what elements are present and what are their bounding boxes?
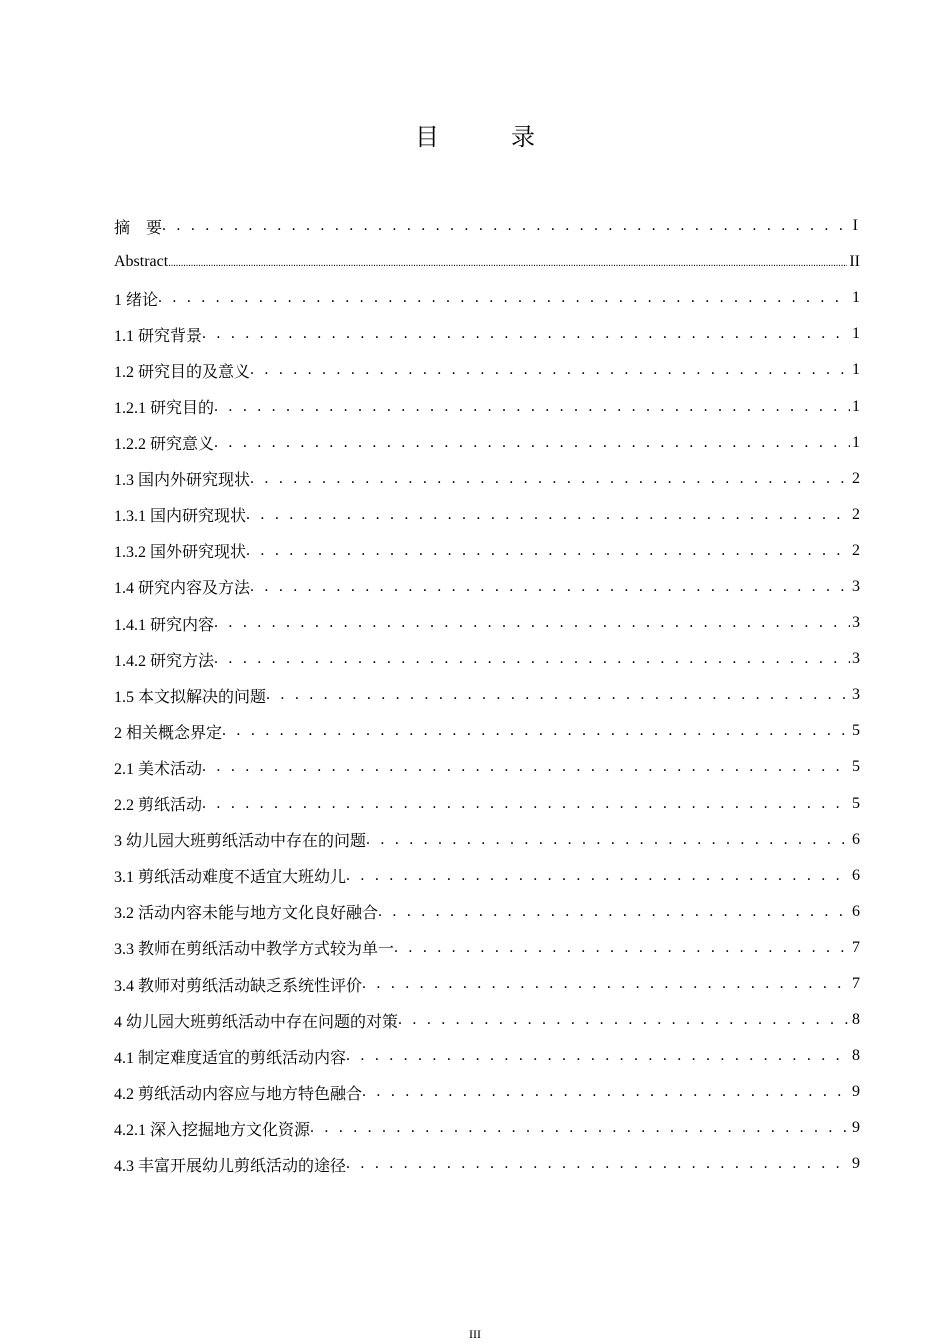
toc-entry-label: 4.2.1 深入挖掘地方文化资源: [114, 1121, 311, 1139]
toc-entry[interactable]: [114, 1074, 860, 1110]
toc-entry-page: 1: [852, 361, 860, 379]
toc-entry-label: 4.2 剪纸活动内容应与地方特色融合: [114, 1085, 363, 1103]
toc-entry-label: 1.3.2 国外研究现状: [114, 544, 247, 562]
toc-entry-label: 1.2.1 研究目的: [114, 400, 215, 418]
toc-entry-label: 3.1 剪纸活动难度不适宜大班幼儿: [114, 869, 347, 887]
toc-entry-page: 1: [852, 397, 860, 415]
toc-dot-leader: [222, 722, 850, 740]
toc-dot-leader: [250, 470, 850, 488]
toc-entry[interactable]: [114, 749, 860, 785]
toc-entry-label: 摘 要: [114, 219, 163, 237]
toc-entry-label: 3.4 教师对剪纸活动缺乏系统性评价: [114, 977, 363, 995]
toc-entry-label: 1 绪论: [114, 291, 159, 309]
toc-entry-label: 1.3 国内外研究现状: [114, 472, 251, 490]
toc-dot-leader: [202, 325, 850, 343]
toc-entry[interactable]: [114, 280, 860, 316]
toc-entry-label: 2 相关概念界定: [114, 724, 223, 742]
toc-dot-leader: [246, 542, 850, 560]
toc-entry-page: 6: [852, 902, 860, 920]
toc-entry-label: 1.4 研究内容及方法: [114, 580, 251, 598]
toc-dot-leader: [250, 578, 850, 596]
toc-entry-page: 3: [852, 650, 860, 668]
toc-dot-leader: [168, 253, 847, 271]
page-title: 目 录: [415, 125, 559, 151]
toc-entry-page: 9: [852, 1083, 860, 1101]
toc-entry[interactable]: [114, 713, 860, 749]
toc-entry-page: 6: [852, 866, 860, 884]
toc-list: [114, 208, 860, 1183]
toc-entry[interactable]: [114, 352, 860, 388]
toc-dot-leader: [346, 867, 850, 885]
toc-entry-page: 8: [852, 1011, 860, 1029]
toc-entry-page: II: [849, 253, 860, 271]
toc-dot-leader: [266, 686, 850, 704]
toc-dot-leader: [250, 361, 850, 379]
toc-entry-label: 1.2.2 研究意义: [114, 436, 215, 454]
toc-entry-label: 3.2 活动内容未能与地方文化良好融合: [114, 905, 379, 923]
toc-entry-label: 4 幼儿园大班剪纸活动中存在问题的对策: [114, 1013, 399, 1031]
toc-entry-label: 1.1 研究背景: [114, 327, 203, 345]
toc-entry-label: 1.4.2 研究方法: [114, 652, 215, 670]
toc-entry-page: 8: [852, 1047, 860, 1065]
toc-entry[interactable]: [114, 425, 860, 461]
toc-entry-page: 6: [852, 830, 860, 848]
toc-dot-leader: [398, 1011, 850, 1029]
page-number: III: [469, 1327, 481, 1341]
toc-entry-label: 3.3 教师在剪纸活动中教学方式较为单一: [114, 941, 395, 959]
toc-dot-leader: [162, 217, 851, 235]
toc-dot-leader: [346, 1047, 850, 1065]
toc-entry[interactable]: [114, 1146, 860, 1182]
toc-entry[interactable]: [114, 641, 860, 677]
toc-entry[interactable]: [114, 569, 860, 605]
toc-entry[interactable]: [114, 822, 860, 858]
toc-dot-leader: [214, 434, 850, 452]
toc-entry-label: 3 幼儿园大班剪纸活动中存在的问题: [114, 833, 367, 851]
toc-entry-page: 1: [852, 433, 860, 451]
toc-entry-page: 9: [852, 1155, 860, 1173]
toc-entry-label: 2.2 剪纸活动: [114, 797, 203, 815]
toc-entry[interactable]: [114, 786, 860, 822]
toc-entry[interactable]: [114, 461, 860, 497]
toc-dot-leader: [310, 1119, 850, 1137]
toc-entry-label: Abstract: [114, 253, 169, 271]
toc-dot-leader: [202, 795, 850, 813]
toc-entry-page: 2: [852, 505, 860, 523]
toc-entry[interactable]: [114, 966, 860, 1002]
toc-entry-label: 1.5 本文拟解决的问题: [114, 688, 267, 706]
toc-entry-label: 4.1 制定难度适宜的剪纸活动内容: [114, 1049, 347, 1067]
toc-dot-leader: [362, 975, 850, 993]
toc-dot-leader: [214, 398, 850, 416]
toc-entry[interactable]: [114, 1038, 860, 1074]
toc-entry[interactable]: [114, 388, 860, 424]
toc-entry-label: 1.2 研究目的及意义: [114, 363, 251, 381]
toc-entry[interactable]: [114, 497, 860, 533]
toc-entry[interactable]: [114, 533, 860, 569]
toc-entry[interactable]: [114, 894, 860, 930]
toc-entry-label: 2.1 美术活动: [114, 760, 203, 778]
toc-entry-page: 3: [852, 614, 860, 632]
toc-entry[interactable]: [114, 605, 860, 641]
toc-entry-page: 9: [852, 1119, 860, 1137]
toc-entry[interactable]: [114, 316, 860, 352]
toc-entry-label: 1.4.1 研究内容: [114, 616, 215, 634]
toc-dot-leader: [378, 903, 850, 921]
toc-dot-leader: [346, 1155, 850, 1173]
toc-dot-leader: [202, 758, 850, 776]
toc-dot-leader: [158, 289, 850, 307]
toc-entry-page: 2: [852, 469, 860, 487]
toc-entry-page: 7: [852, 975, 860, 993]
toc-dot-leader: [214, 614, 850, 632]
toc-entry-page: 5: [852, 794, 860, 812]
toc-dot-leader: [214, 650, 850, 668]
toc-entry-page: 5: [852, 722, 860, 740]
toc-entry-page: 5: [852, 758, 860, 776]
toc-entry[interactable]: [114, 1002, 860, 1038]
toc-dot-leader: [394, 939, 850, 957]
toc-entry[interactable]: [114, 930, 860, 966]
toc-entry-page: 3: [852, 686, 860, 704]
toc-entry[interactable]: [114, 1110, 860, 1146]
toc-entry-page: 2: [852, 541, 860, 559]
toc-entry-page: 7: [852, 938, 860, 956]
toc-dot-leader: [362, 1083, 850, 1101]
toc-entry-abstract-en[interactable]: [114, 244, 860, 280]
toc-entry-page: 1: [852, 325, 860, 343]
toc-dot-leader: [246, 506, 850, 524]
toc-entry-abstract-cn[interactable]: [114, 208, 860, 244]
toc-entry-label: 4.3 丰富开展幼儿剪纸活动的途径: [114, 1157, 347, 1175]
toc-entry-page: I: [852, 217, 858, 235]
toc-dot-leader: [366, 831, 850, 849]
toc-entry[interactable]: [114, 677, 860, 713]
toc-entry-page: 1: [852, 289, 860, 307]
toc-entry-label: 1.3.1 国内研究现状: [114, 508, 247, 526]
toc-entry-page: 3: [852, 577, 860, 595]
toc-entry[interactable]: [114, 858, 860, 894]
